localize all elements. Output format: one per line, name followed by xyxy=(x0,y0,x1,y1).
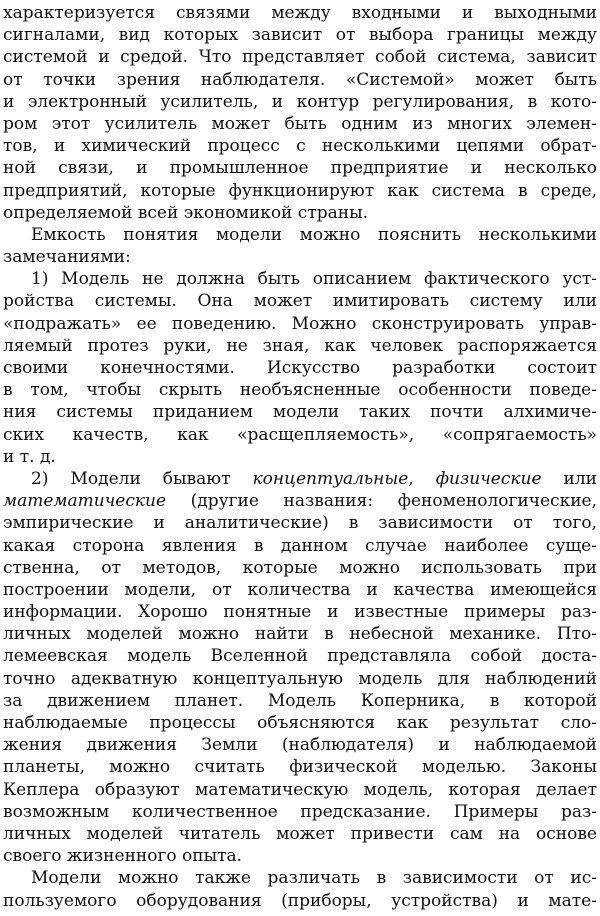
text-line: наблюдаемые процессы объясняются как результат сло- xyxy=(3,713,597,733)
text-line: определяемой всей экономикой страны. xyxy=(3,202,369,223)
text-line: ной связи, и промышленное предприятие и несколько xyxy=(3,158,597,179)
text-line xyxy=(3,490,597,512)
text-line: планеты, можно считать физической моделью. Законы xyxy=(3,757,597,778)
text-line: тов, и химический процесс с несколькими цепями обрат- xyxy=(3,136,597,157)
text-line: пользуемого оборудования (приборы, устройства) и мате- xyxy=(3,890,597,911)
text-line: сигналами, вид которых зависит от выбора границы между xyxy=(3,25,597,46)
text-line: жения движения Земли (наблюдателя) и наблюдаемой xyxy=(3,735,597,756)
paragraph-first-line: Емкость понятия модели можно пояснить несколькими xyxy=(31,224,597,245)
italic-term: физические xyxy=(435,468,542,489)
text-line: ния системы приданием модели таких почти алхимиче- xyxy=(3,402,597,423)
text-run: 2) Модели бывают xyxy=(31,468,253,489)
text-line: лемеевская модель Вселенной представляла собой доста- xyxy=(3,646,597,667)
list-item-1-first-line: 1) Модель не должна быть описанием фактического уст- xyxy=(31,269,597,290)
list-item-2-first-line xyxy=(3,468,597,490)
text-run: , xyxy=(408,468,436,489)
text-line: ских качеств, как «расщепляемость», «сопрягаемость» xyxy=(3,424,597,445)
italic-term: математические xyxy=(3,491,167,512)
text-line: своими конечностями. Искусство разработки состоит xyxy=(3,358,597,378)
paragraph-first-line: Модели можно также различать в зависимости от ис- xyxy=(31,868,597,889)
text-line: ственна, от методов, которые можно использовать при xyxy=(3,557,597,578)
text-line: характеризуется связями между входными и выходными xyxy=(3,3,597,23)
text-line: системой и средой. Что представляет собой система, зависит xyxy=(3,47,597,68)
text-line: ром этот усилитель может быть одним из многих элемен- xyxy=(3,113,597,134)
text-line: и т. д. xyxy=(3,446,56,467)
text-line: за движением планет. Модель Коперника, в которой xyxy=(3,690,597,711)
text-line: информации. Хорошо понятные и известные примеры раз- xyxy=(3,602,597,623)
text-line: Кеплера образуют математическую модель, которая делает xyxy=(3,779,597,800)
text-line: какая сторона явления в данном случае наиболее суще- xyxy=(3,535,597,556)
text-line: построении модели, от количества и качества имеющейся xyxy=(3,579,597,600)
text-line: и электронный усилитель, и контур регулирования, в кото- xyxy=(3,91,597,112)
text-run: (другие названия: феноменологические, xyxy=(166,491,597,512)
text-line: от точки зрения наблюдателя. «Системой» может быть xyxy=(3,69,597,90)
document-page xyxy=(3,2,597,912)
text-line: возможным количественное предсказание. Примеры раз- xyxy=(3,801,597,822)
text-line: ройства системы. Она может имитировать систему или xyxy=(3,291,597,312)
text-line: личных моделей читатель может привести сам на основе xyxy=(3,823,597,844)
text-line: в том, чтобы скрыть необъясненные особенности поведе- xyxy=(3,380,597,401)
text-line: предприятий, которые функционируют как система в среде, xyxy=(3,180,597,201)
italic-term: концептуальные xyxy=(252,468,409,489)
text-line: эмпирические и аналитические) в зависимости от того, xyxy=(3,513,597,534)
text-line: «подражать» ее поведению. Можно сконструировать управ- xyxy=(3,313,597,334)
text-line: замечаниями: xyxy=(3,247,131,268)
text-line: личных моделей можно найти в небесной механике. Пто- xyxy=(3,624,597,645)
text-line: ляемый протез руки, не зная, как человек распоряжается xyxy=(3,335,597,356)
text-line: точно адекватную концептуальную модель для наблюдений xyxy=(3,668,597,689)
text-run: или xyxy=(541,468,597,489)
text-line: своего жизненного опыта. xyxy=(3,846,243,867)
